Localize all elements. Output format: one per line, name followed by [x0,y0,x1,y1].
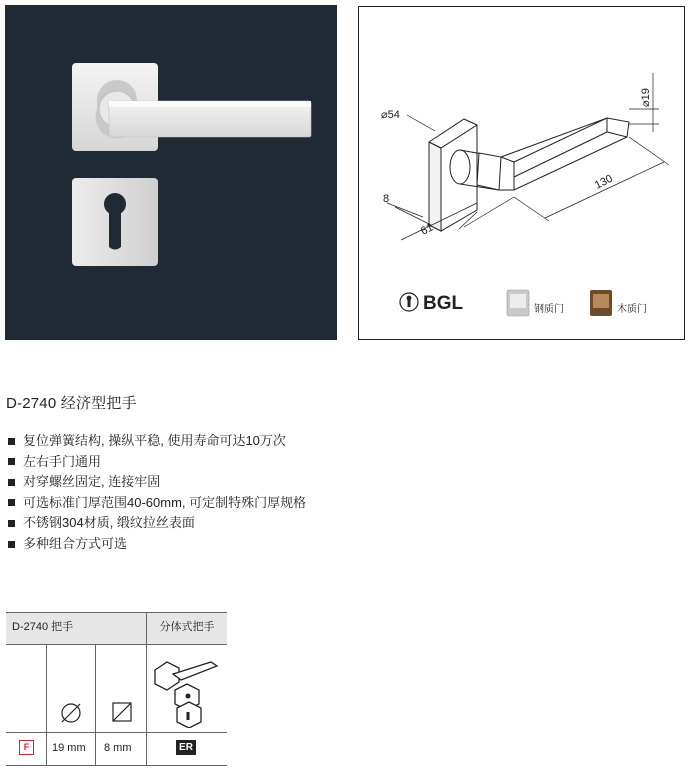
bullet-square-icon [8,541,15,548]
bullet-square-icon [8,499,15,506]
dimension-drawing [359,7,684,339]
product-photo [5,5,337,340]
separated-handle-icon [151,650,225,728]
fire-rated-badge: F [19,740,34,755]
spec-header-model: D-2740 把手 [6,612,146,644]
dim-rose-value: 54 [387,109,400,121]
brand-label: BGL [423,293,464,314]
steel-door-label: 钢质门 [534,304,564,315]
bullet-square-icon [8,520,15,527]
dim-rose-label: ⌀54 [381,109,400,121]
thickness-value: 8 mm [104,742,132,754]
product-title: D-2740 经济型把手 [6,395,137,412]
bullet-square-icon [8,479,15,486]
bullet-square-icon [8,458,15,465]
feature-item: 左右手门通用 [6,452,306,473]
spec-table [6,612,227,766]
dim-thickness-value: 8 [383,193,390,205]
feature-item: 对穿螺丝固定, 连接牢固 [6,472,306,493]
spec-header-type: 分体式把手 [147,612,227,644]
rose-thickness-icon [110,700,134,724]
feature-list [6,431,306,555]
technical-drawing [358,6,685,340]
bgl-logo [400,293,464,314]
dim-handle-diameter-label: ⌀19 [640,88,652,107]
diameter-icon [58,700,84,726]
handle-photo-illustration [5,5,337,340]
feature-item: 复位弹簧结构, 操纵平稳, 使用寿命可达10万次 [6,431,306,452]
er-badge: ER [176,740,196,755]
dim-length-value: 130 [592,172,615,192]
feature-item: 可选标准门厚范围40-60mm, 可定制特殊门厚规格 [6,493,306,514]
wood-door-label: 木质门 [617,304,647,315]
dim-projection-value: 61 [418,221,436,238]
diameter-value: 19 mm [52,742,86,754]
dim-handle-diameter-value: 19 [640,88,652,101]
feature-item: 多种组合方式可选 [6,534,306,555]
feature-item: 不锈钢304材质, 缎纹拉丝表面 [6,513,306,534]
bullet-square-icon [8,438,15,445]
